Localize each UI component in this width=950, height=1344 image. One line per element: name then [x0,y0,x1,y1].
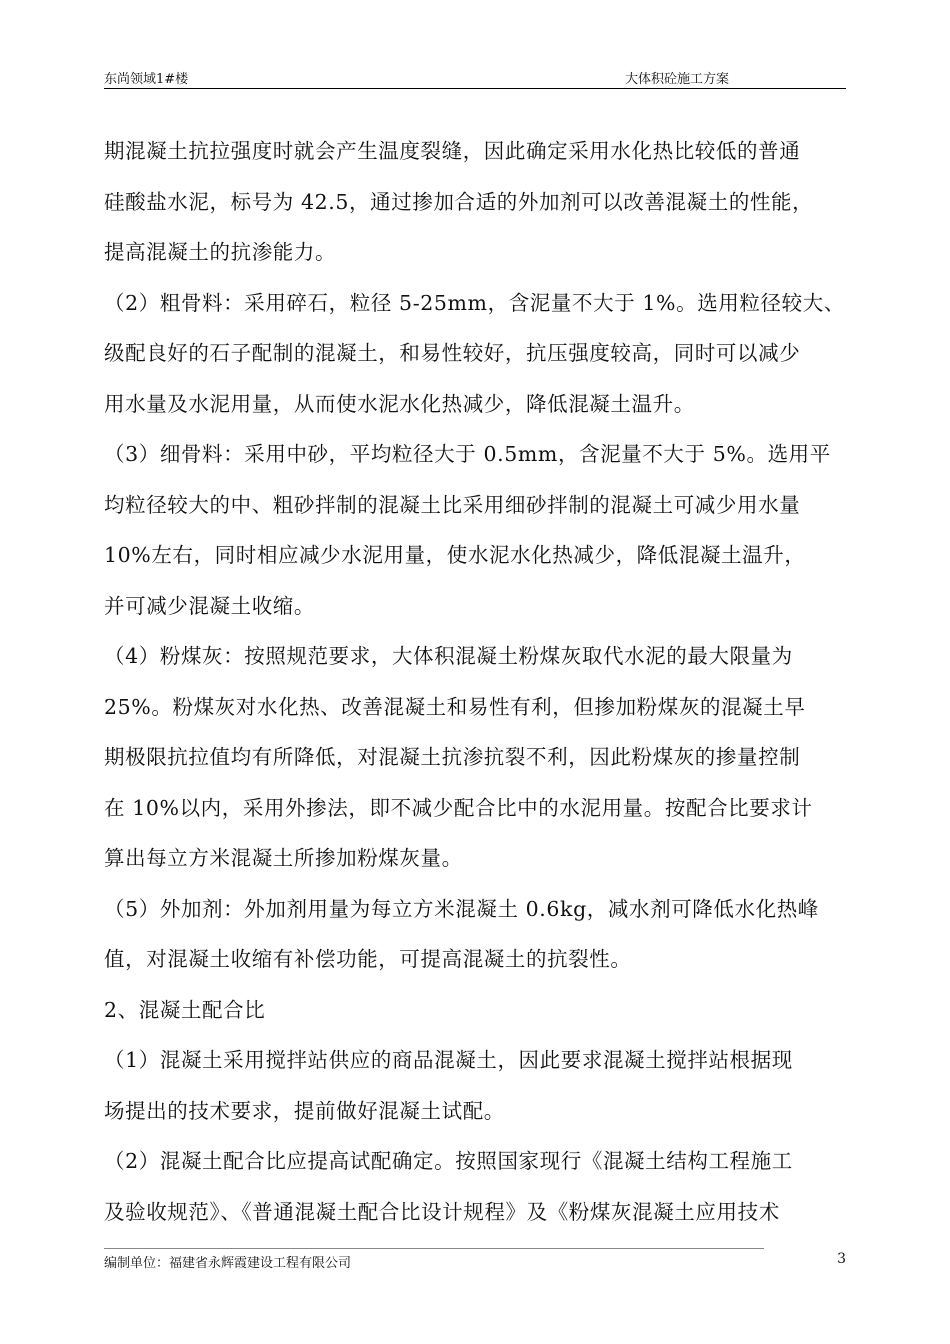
body-line: 25%。粉煤灰对水化热、改善混凝土和易性有利，但掺加粉煤灰的混凝土早 [104,694,806,719]
header-document-title: 大体积砼施工方案 [625,72,730,87]
document-body [104,126,850,1237]
section-heading: 2、混凝土配合比 [104,997,266,1022]
body-line: （1）混凝土采用搅拌站供应的商品混凝土，因此要求混凝土搅拌站根据现 [104,1048,793,1072]
body-line: 在 10%以内，采用外掺法，即不减少配合比中的水泥用量。按配合比要求计 [104,795,813,820]
body-line: （3）细骨料：采用中砂，平均粒径大于 0.5mm，含泥量不大于 5%。选用平 [104,442,831,466]
footer-company: 编制单位：福建省永辉霞建设工程有限公司 [104,1256,352,1271]
body-line: 均粒径较大的中、粗砂拌制的混凝土比采用细砂拌制的混凝土可减少用水量 [104,492,801,517]
body-line: 算出每立方米混凝土所掺加粉煤灰量。 [104,846,463,870]
body-line: 10%左右，同时相应减少水泥用量，使水泥水化热减少，降低混凝土温升， [104,543,806,567]
body-line: 用水量及水泥用量，从而使水泥水化热减少，降低混凝土温升。 [104,391,695,416]
body-line: 场提出的技术要求，提前做好混凝土试配。 [104,1098,505,1123]
body-line: （2）混凝土配合比应提高试配确定。按照国家现行《混凝土结构工程施工 [104,1149,793,1173]
body-line: 期极限抗拉值均有所降低，对混凝土抗渗抗裂不利，因此粉煤灰的掺量控制 [104,745,801,769]
body-line: 硅酸盐水泥，标号为 42.5，通过掺加合适的外加剂可以改善混凝土的性能， [104,189,814,214]
body-line: （2）粗骨料：采用碎石，粒径 5-25mm，含泥量不大于 1%。选用粒径较大、 [104,290,845,315]
body-line: 提高混凝土的抗渗能力。 [104,240,337,264]
body-line: 并可减少混凝土收缩。 [104,593,315,618]
page-header [104,64,846,88]
body-line: （5）外加剂：外加剂用量为每立方米混凝土 0.6kg，减水剂可降低水化热峰 [104,896,819,921]
body-line: 及验收规范》、《普通混凝土配合比设计规程》及《粉煤灰混凝土应用技术 [104,1199,780,1224]
footer-divider [104,1248,764,1249]
header-divider [104,88,846,89]
header-project-name: 东尚领域1#楼 [104,72,189,87]
body-line: 期混凝土抗拉强度时就会产生温度裂缝，因此确定采用水化热比较低的普通 [104,139,801,163]
page-number: 3 [837,1251,846,1267]
body-line: 级配良好的石子配制的混凝土，和易性较好，抗压强度较高，同时可以减少 [104,341,801,365]
body-line: 值，对混凝土收缩有补偿功能，可提高混凝土的抗裂性。 [104,947,632,971]
body-line: （4）粉煤灰：按照规范要求，大体积混凝土粉煤灰取代水泥的最大限量为 [104,644,793,668]
